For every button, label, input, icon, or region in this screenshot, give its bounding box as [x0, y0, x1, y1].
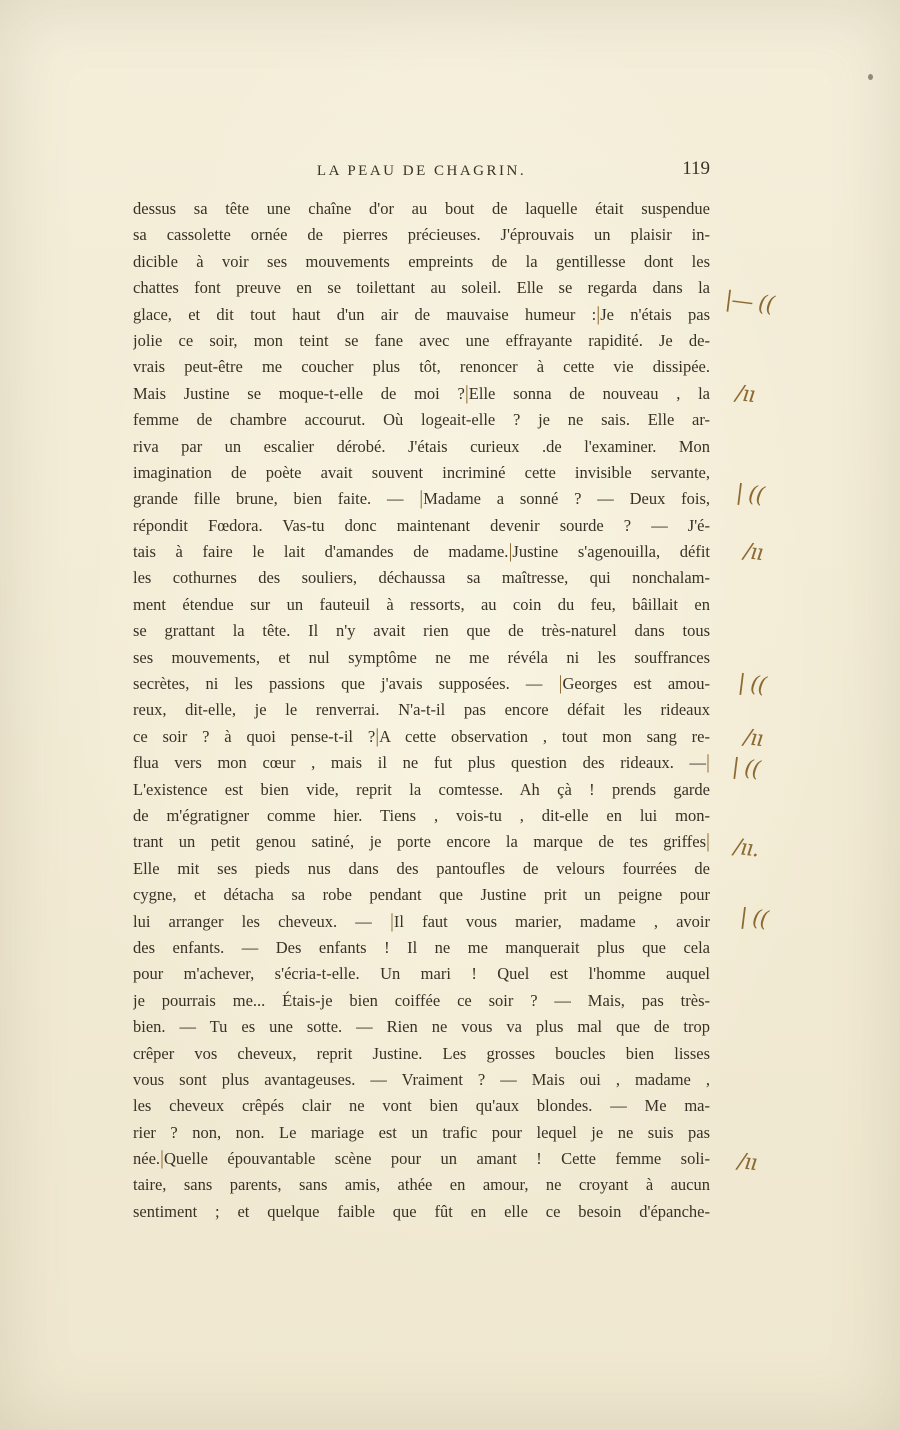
text-line: chattes font preuve en se toilettant au soleil. Elle se regarda dans la	[133, 278, 710, 298]
text-line: vous sont plus avantageuses. — Vraiment ? — Mais oui , madame ,	[133, 1069, 710, 1089]
text-line: rier ? non, non. Le mariage est un trafic pour lequel je ne suis pas	[133, 1122, 710, 1142]
text-line: de m'égratigner comme hier. Tiens , vois-tu , dit-elle en lui mon-	[133, 805, 710, 825]
text-line: pour m'achever, s'écria-t-elle. Un mari ! Quel est l'homme auquel	[133, 964, 710, 984]
text-line: répondit Fœdora. Vas-tu donc maintenant devenir sourde ? — J'é-	[133, 515, 710, 535]
text-line: imagination de poète avait souvent incriminé cette invisible servante,	[133, 462, 710, 482]
text-line: taire, sans parents, sans amis, athée en amour, ne croyant à aucun	[133, 1175, 710, 1195]
text-line: trant un petit genou satiné, je porte encore la marque de tes griffes|	[133, 830, 710, 853]
proofreader-mark: /ıı.	[732, 834, 760, 863]
text-line: Mais Justine se moque-t-elle de moi ?|Elle sonna de nouveau , la	[133, 381, 710, 404]
text-line: se grattant la tête. Il n'y avait rien que de très-naturel dans tous	[133, 621, 710, 641]
proofreader-mark: |— ((	[723, 287, 775, 318]
proof-caret-mark: |	[596, 302, 601, 325]
running-head-title: LA PEAU DE CHAGRIN.	[316, 163, 527, 179]
proofreader-mark: | ((	[738, 904, 769, 933]
text-line: L'existence est bien vide, reprit la comtesse. Ah çà ! prends garde	[133, 779, 710, 799]
text-line: lui arranger les cheveux. — |Il faut vous marier, madame , avoir	[133, 909, 710, 932]
proofreader-mark: | ((	[736, 670, 767, 699]
text-line: jolie ce soir, mon teint se fane avec une effrayante rapidité. Je de-	[133, 330, 710, 350]
proof-caret-mark: |	[160, 1147, 164, 1170]
text-line: sa cassolette ornée de pierres précieuses. J'éprouvais un plaisir in-	[133, 225, 710, 245]
text-line: les cothurnes des souliers, déchaussa sa maîtresse, qui nonchalam-	[133, 568, 710, 588]
text-line: tais à faire le lait d'amandes de madame.|Justine s'agenouilla, défit	[133, 540, 710, 563]
text-line: Elle mit ses pieds nus dans des pantoufles de velours fourrées de	[133, 858, 710, 878]
text-line: vrais peut-être me coucher plus tôt, renoncer à cette vie dissipée.	[133, 357, 710, 377]
text-line: grande fille brune, bien faite. — |Madame a sonné ? — Deux fois,	[133, 487, 710, 510]
text-line: crêper vos cheveux, reprit Justine. Les grosses boucles bien lisses	[133, 1043, 710, 1063]
proof-caret-mark: |	[464, 381, 469, 404]
text-line: ce soir ? à quoi pense-t-il ?|A cette observation , tout mon sang re-	[133, 724, 710, 747]
text-line: secrètes, ni les passions que j'avais supposées. — |Georges est amou-	[133, 672, 710, 695]
text-line: reux, dit-elle, je le renverrai. N'a-t-il pas encore défait les rideaux	[133, 700, 710, 720]
text-line: dicible à voir ses mouvements empreints de la gentillesse dont les	[133, 251, 710, 271]
proofreader-mark: | ((	[734, 480, 765, 509]
text-line: riva par un escalier dérobé. J'étais curieux .de l'examiner. Mon	[133, 436, 710, 456]
proofreader-mark: | ((	[730, 754, 761, 783]
text-line: ment étendue sur un fauteuil à ressorts, au coin du feu, bâillait en	[133, 594, 710, 614]
proof-caret-mark: |	[419, 487, 424, 510]
text-line: femme de chambre accourut. Où logeait-elle ? je ne sais. Elle ar-	[133, 410, 710, 430]
proof-caret-mark: |	[508, 540, 513, 563]
proofreader-mark: /ıı	[742, 538, 764, 567]
text-line: cygne, et détacha sa robe pendant que Justine prit un peigne pour	[133, 885, 710, 905]
page-number: 119	[682, 158, 710, 179]
text-line: dessus sa tête une chaîne d'or au bout de laquelle était suspendue	[133, 199, 710, 218]
text-line: bien. — Tu es une sotte. — Rien ne vous va plus mal que de trop	[133, 1017, 710, 1037]
text-line: les cheveux crêpés clair ne vont bien qu'aux blondes. — Me ma-	[133, 1096, 710, 1116]
text-line: ses mouvements, et nul symptôme ne me révéla ni les souffrances	[133, 647, 710, 667]
proof-caret-mark: |	[706, 751, 710, 774]
text-line: née.|Quelle épouvantable scène pour un amant ! Cette femme soli-	[133, 1147, 710, 1170]
text-line: glace, et dit tout haut d'un air de mauvaise humeur :|Je n'étais pas	[133, 302, 710, 325]
body-text-block	[133, 196, 710, 1225]
text-line: je pourrais me... Étais-je bien coiffée ce soir ? — Mais, pas très-	[133, 990, 710, 1010]
proof-caret-mark: |	[558, 672, 563, 695]
proof-caret-mark: |	[389, 909, 394, 932]
text-line: flua vers mon cœur , mais il ne fut plus question des rideaux. —|	[133, 751, 710, 774]
text-line: sentiment ; et quelque faible que fût en elle ce besoin d'épanche-	[133, 1201, 710, 1221]
proofreader-mark: /ıı	[742, 724, 764, 753]
proof-caret-mark: |	[706, 830, 710, 853]
text-line: des enfants. — Des enfants ! Il ne me manquerait plus que cela	[133, 937, 710, 957]
proofreader-mark: /ıı	[736, 1148, 758, 1177]
proof-caret-mark: |	[375, 724, 380, 747]
proofreader-mark: /ıı	[734, 380, 756, 409]
paper-speck	[868, 74, 873, 80]
